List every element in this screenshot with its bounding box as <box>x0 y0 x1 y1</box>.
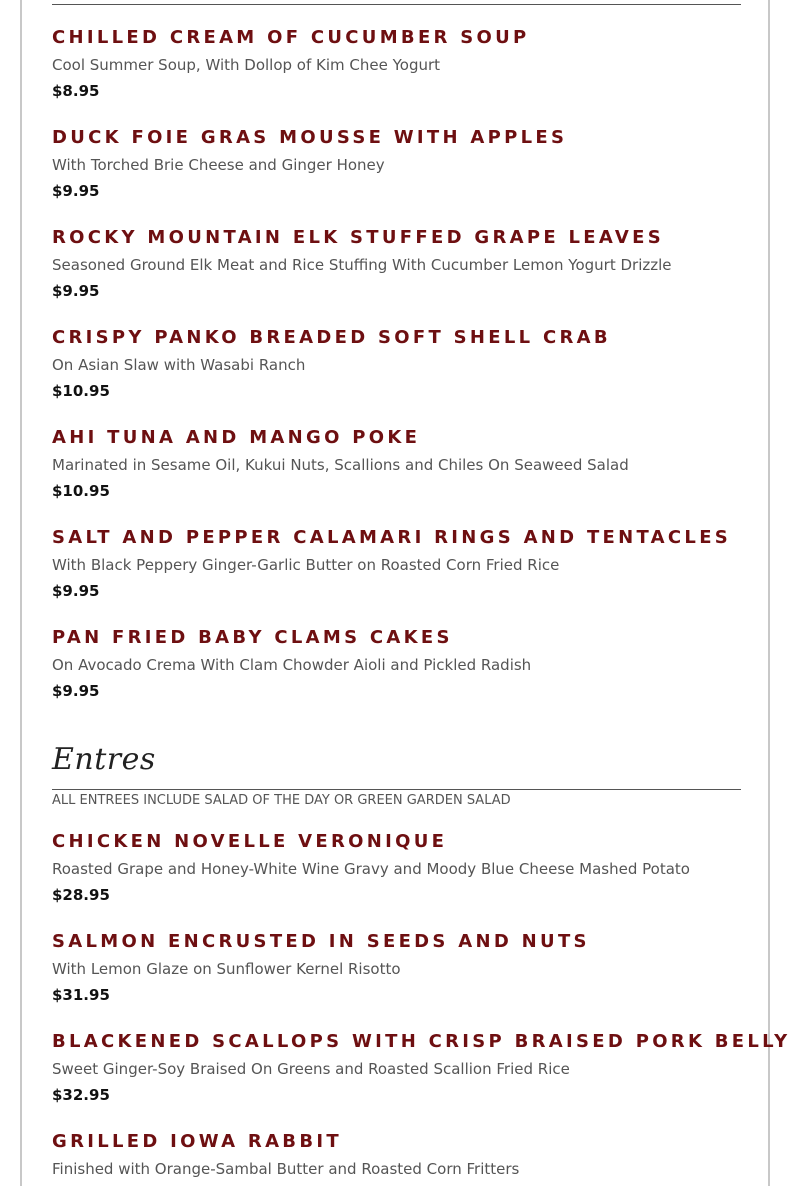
item-name: CHILLED CREAM OF CUCUMBER SOUP <box>52 27 530 48</box>
item-description: Roasted Grape and Honey-White Wine Gravy and Moody Blue Cheese Mashed Potato <box>52 860 690 878</box>
item-name: ROCKY MOUNTAIN ELK STUFFED GRAPE LEAVES <box>52 227 664 248</box>
menu-item <box>52 1031 791 1105</box>
menu-item <box>52 527 752 601</box>
item-price: $32.95 <box>52 1086 110 1104</box>
item-name: PAN FRIED BABY CLAMS CAKES <box>52 627 453 648</box>
item-price: $9.95 <box>52 682 100 700</box>
item-price: $8.95 <box>52 82 100 100</box>
menu-item <box>52 27 752 101</box>
item-price: $9.95 <box>52 282 100 300</box>
item-description: On Avocado Crema With Clam Chowder Aioli and Pickled Radish <box>52 656 532 674</box>
item-name: BLACKENED SCALLOPS WITH CRISP BRAISED PORK BELLY <box>52 1031 791 1052</box>
item-description: Marinated in Sesame Oil, Kukui Nuts, Scallions and Chiles On Seaweed Salad <box>52 456 629 474</box>
item-price: $10.95 <box>52 482 110 500</box>
menu-item <box>52 931 752 1005</box>
item-name: CHICKEN NOVELLE VERONIQUE <box>52 831 448 852</box>
item-name: CRISPY PANKO BREADED SOFT SHELL CRAB <box>52 327 611 348</box>
item-name: SALMON ENCRUSTED IN SEEDS AND NUTS <box>52 931 590 952</box>
item-description: Seasoned Ground Elk Meat and Rice Stuffing With Cucumber Lemon Yogurt Drizzle <box>52 256 672 274</box>
item-description: Finished with Orange-Sambal Butter and Roasted Corn Fritters <box>52 1160 520 1178</box>
item-description: Cool Summer Soup, With Dollop of Kim Chee Yogurt <box>52 56 441 74</box>
menu-item <box>52 327 752 401</box>
section-note: ALL ENTREES INCLUDE SALAD OF THE DAY OR GREEN GARDEN SALAD <box>52 793 511 808</box>
item-price: $10.95 <box>52 382 110 400</box>
menu-item <box>52 831 752 905</box>
section-divider <box>52 4 741 5</box>
item-name: SALT AND PEPPER CALAMARI RINGS AND TENTACLES <box>52 527 732 548</box>
item-description: With Black Peppery Ginger-Garlic Butter on Roasted Corn Fried Rice <box>52 556 560 574</box>
item-description: Sweet Ginger-Soy Braised On Greens and Roasted Scallion Fried Rice <box>52 1060 570 1078</box>
section-divider <box>52 789 741 790</box>
item-description: On Asian Slaw with Wasabi Ranch <box>52 356 306 374</box>
menu-item <box>52 227 752 301</box>
item-description: With Torched Brie Cheese and Ginger Honey <box>52 156 385 174</box>
item-name: DUCK FOIE GRAS MOUSSE WITH APPLES <box>52 127 568 148</box>
item-name: AHI TUNA AND MANGO POKE <box>52 427 421 448</box>
section-title-entrees: Entres <box>52 742 156 777</box>
menu-item <box>52 1131 752 1179</box>
menu-item <box>52 627 752 701</box>
item-price: $28.95 <box>52 886 110 904</box>
menu-item <box>52 427 752 501</box>
menu-item <box>52 127 752 201</box>
item-price: $9.95 <box>52 582 100 600</box>
item-description: With Lemon Glaze on Sunflower Kernel Risotto <box>52 960 401 978</box>
item-price: $31.95 <box>52 986 110 1004</box>
item-price: $9.95 <box>52 182 100 200</box>
item-name: GRILLED IOWA RABBIT <box>52 1131 342 1152</box>
